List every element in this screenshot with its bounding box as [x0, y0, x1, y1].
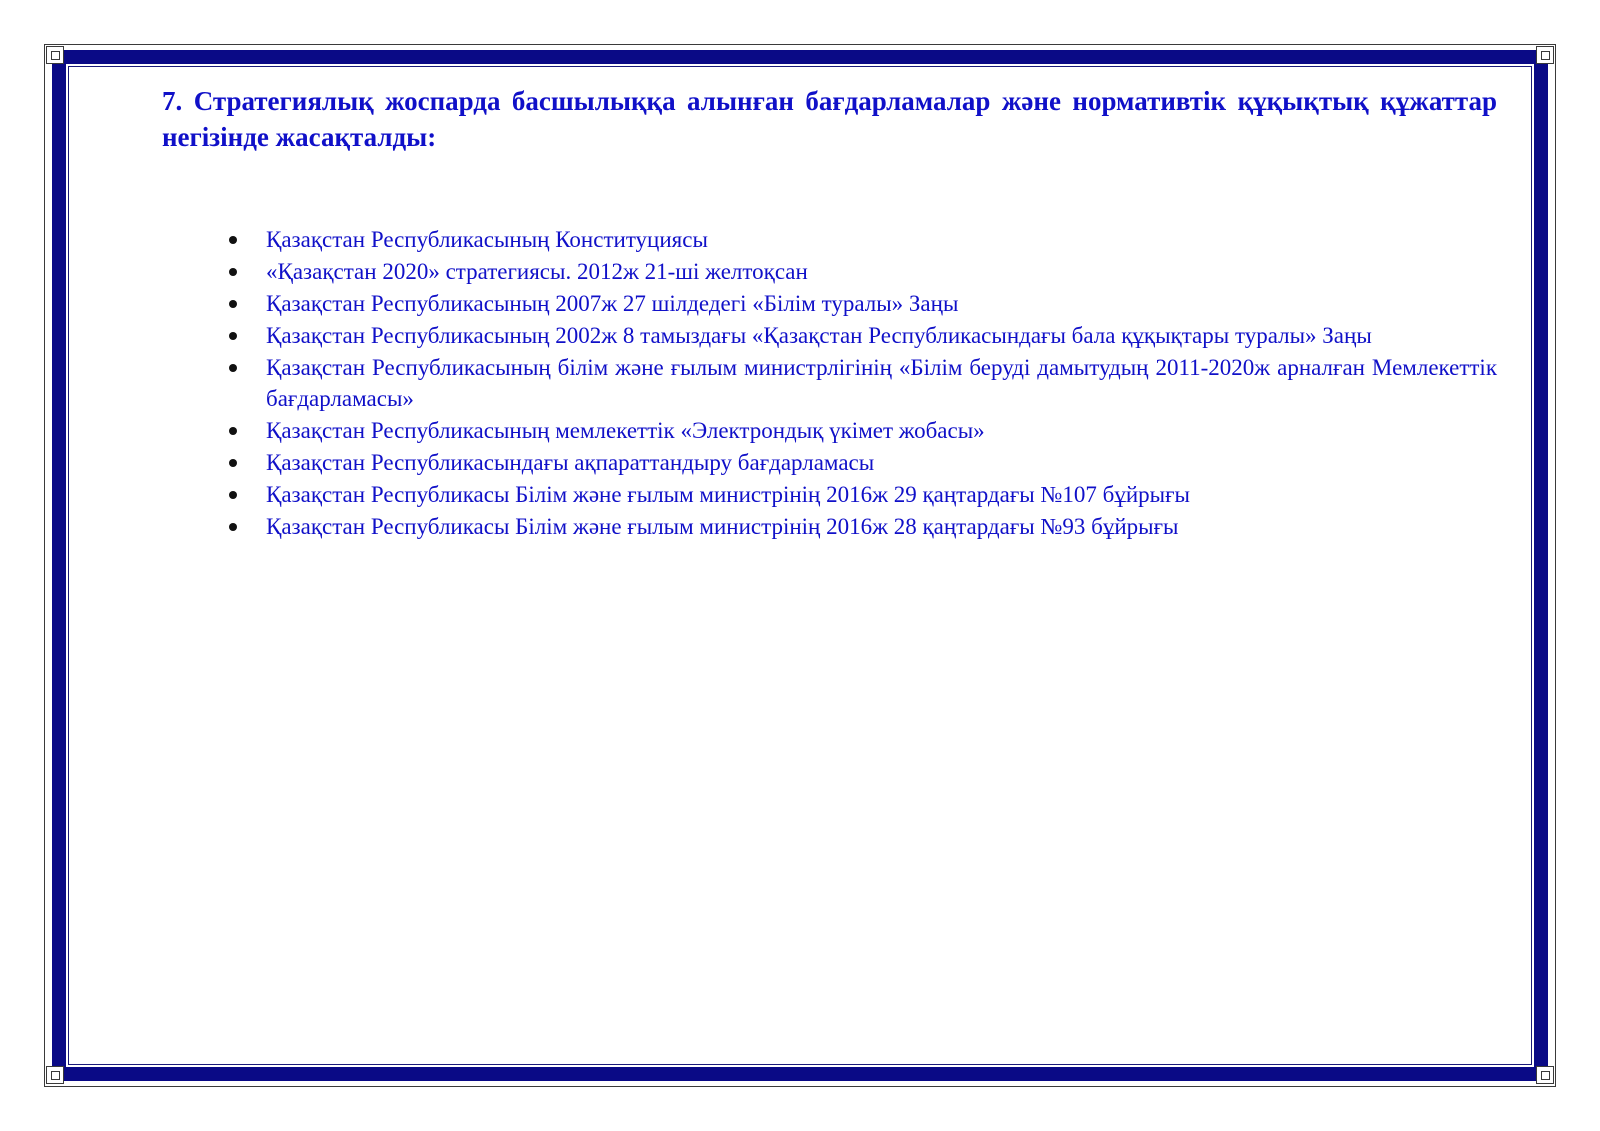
list-item-text: Қазақстан Республикасының 2002ж 8 тамыздағы «Қазақстан Республикасындағы бала құқықтары туралы» Заңы	[266, 323, 1372, 348]
bullet-icon	[229, 268, 237, 276]
bullet-icon	[229, 364, 237, 372]
corner-ornament-bottom-left	[46, 1066, 64, 1084]
bullet-icon	[229, 300, 237, 308]
list-item-text: Қазақстан Республикасының Конституциясы	[266, 227, 708, 252]
bullet-icon	[229, 427, 237, 435]
bullet-icon	[229, 523, 237, 531]
corner-ornament-bottom-right	[1536, 1066, 1554, 1084]
bullet-icon	[229, 332, 237, 340]
list-item	[162, 352, 1497, 414]
bullet-icon	[229, 459, 237, 467]
list-item-text: Қазақстан Республикасы Білім және ғылым министрінің 2016ж 28 қаңтардағы №93 бұйрығы	[266, 514, 1179, 539]
list-item-text: «Қазақстан 2020» стратегиясы. 2012ж 21-ші желтоқсан	[266, 259, 808, 284]
list-item-text: Қазақстан Республикасындағы ақпараттандыру бағдарламасы	[266, 450, 875, 475]
list-item-text: Қазақстан Республикасының 2007ж 27 шілдедегі «Білім туралы» Заңы	[266, 291, 959, 316]
bullet-icon	[229, 491, 237, 499]
list-item	[162, 479, 1497, 510]
list-item-text: Қазақстан Республикасының мемлекеттік «Электрондық үкімет жобасы»	[266, 418, 985, 443]
bullet-icon	[229, 236, 237, 244]
list-item	[162, 224, 1497, 255]
corner-ornament-top-left	[46, 46, 64, 64]
list-item-text: Қазақстан Республикасының білім және ғылым министрлігінің «Білім беруді дамытудың 2011-2020ж арналған Мемлекеттік бағдарламасы»	[266, 355, 1497, 411]
list-item	[162, 256, 1497, 287]
list-item-text: Қазақстан Республикасы Білім және ғылым министрінің 2016ж 29 қаңтардағы №107 бұйрығы	[266, 482, 1191, 507]
list-item	[162, 447, 1497, 478]
list-item	[162, 320, 1497, 351]
list-item	[162, 511, 1497, 542]
corner-ornament-top-right	[1536, 46, 1554, 64]
list-item	[162, 415, 1497, 446]
list-item	[162, 288, 1497, 319]
section-heading: 7. Стратегиялық жоспарда басшылыққа алынған бағдарламалар және нормативтік құқықтық құжаттар негізінде жасақталды:	[162, 86, 1497, 152]
document-list	[162, 224, 1497, 542]
document-content	[162, 83, 1497, 543]
